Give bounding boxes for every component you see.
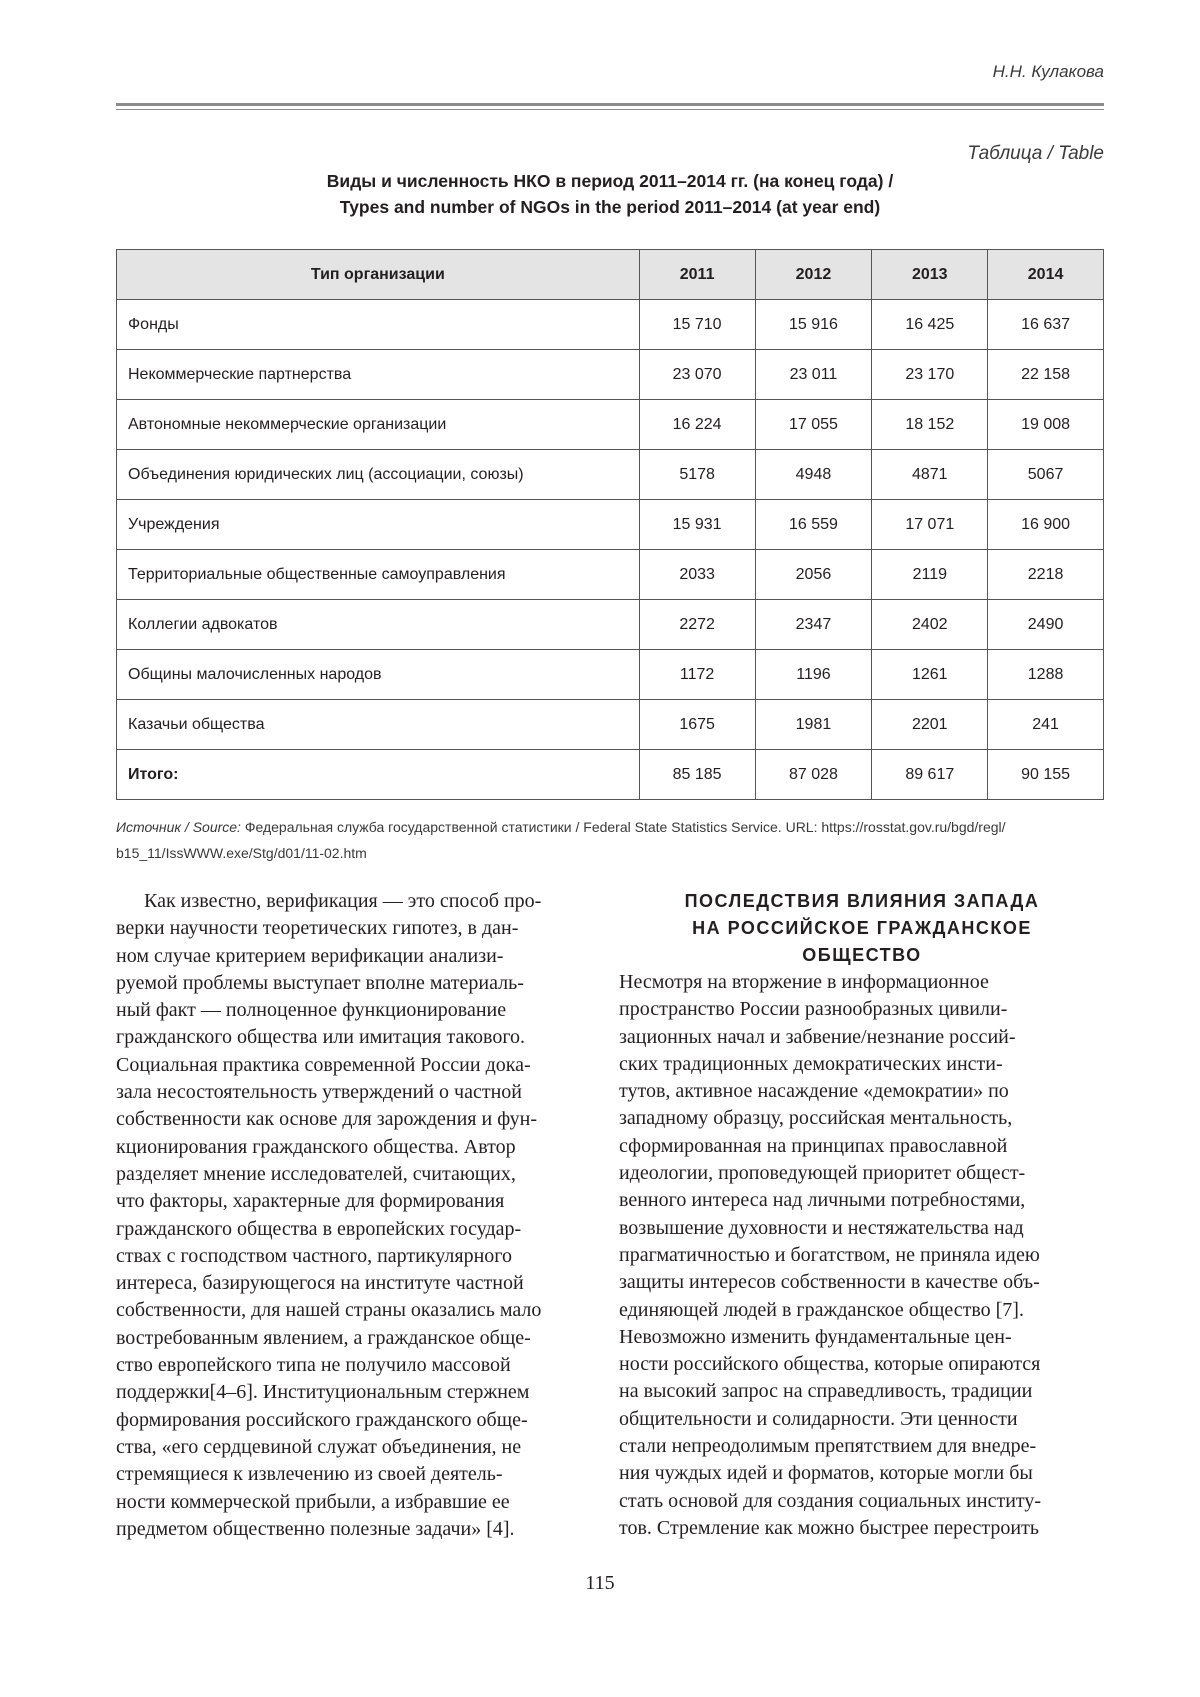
section-heading [619,888,1105,969]
cell-value: 90 155 [988,750,1104,800]
text-line: формирования российского гражданского обще- [116,1408,528,1431]
cell-value: 22 158 [988,350,1104,400]
column-header: 2013 [872,250,988,300]
text-line: стать основой для создания социальных институ- [619,1489,1042,1512]
text-line: ство европейского типа не получило массовой [116,1354,511,1377]
row-label: Фонды [117,300,640,350]
text-line: гражданского общества или имитация такового. [116,1026,526,1049]
table-row [117,650,1104,700]
row-label: Казачьи общества [117,700,640,750]
cell-value: 1172 [639,650,755,700]
header-rule [116,103,1104,106]
cell-value: 23 170 [872,350,988,400]
row-label: Общины малочисленных народов [117,650,640,700]
text-line: разделяет мнение исследователей, считающих, [116,1162,516,1185]
table-row [117,550,1104,600]
text-line: возвышение духовности и нестяжательства над [619,1216,1024,1239]
page-number: 115 [585,1572,615,1594]
text-line: единяющей людей в гражданское общество [7]. [619,1298,1024,1321]
text-line: гражданского общества в европейских государ- [116,1217,522,1240]
text-line: идеологии, проповедующей приоритет общест- [619,1162,1026,1185]
text-line: предметом общественно полезные задачи» [4]. [116,1517,515,1540]
table-total-row [117,750,1104,800]
column-header: 2011 [639,250,755,300]
cell-value: 2119 [872,550,988,600]
right-column-text [619,888,1105,1542]
source-text: Федеральная служба государственной статистики / Federal State Statistics Service. URL: https://rosstat.gov.ru/bgd/regl/ [240,819,1006,835]
text-line: зационных начал и забвение/незнание россий- [619,1025,1016,1048]
text-line: ских традиционных демократических инсти- [619,1052,1003,1075]
cell-value: 2272 [639,600,755,650]
text-line: собственности, для нашей страны оказались мало [116,1299,542,1322]
cell-value: 1196 [755,650,872,700]
cell-value: 16 637 [988,300,1104,350]
cell-value: 4948 [755,450,872,500]
text-line: ния чуждых идей и форматов, которые могли бы [619,1462,1033,1485]
text-line: сформированная на принципах православной [619,1134,1008,1157]
cell-value: 5178 [639,450,755,500]
cell-value: 23 070 [639,350,755,400]
column-header: 2014 [988,250,1104,300]
row-label: Коллегии адвокатов [117,600,640,650]
text-line: западному образцу, российская ментальность, [619,1107,1013,1130]
text-line: руемой проблемы выступает вполне материаль- [116,971,524,994]
text-line: интереса, базирующегося на институте частной [116,1272,524,1295]
row-label: Автономные некоммерческие организации [117,400,640,450]
table-row [117,500,1104,550]
cell-value: 1288 [988,650,1104,700]
table-row [117,400,1104,450]
cell-value: 2490 [988,600,1104,650]
text-line: пространство России разнообразных цивили- [619,998,1008,1021]
text-line: что факторы, характерные для формирования [116,1190,505,1213]
text-line: Социальная практика современной России дока- [116,1053,531,1076]
row-label: Некоммерческие партнерства [117,350,640,400]
text-line: ном случае критерием верификации анализи- [116,944,504,967]
ngo-table [116,249,1104,800]
cell-value: 2033 [639,550,755,600]
source-line [116,814,1104,840]
text-line: на высокий запрос на справедливость, традиции [619,1380,1033,1403]
table-header-row [117,250,1104,300]
cell-value: 2056 [755,550,872,600]
source-label: Источник / Source: [116,819,241,835]
table-source-note [116,814,1104,866]
text-line: ства, «его сердцевиной служат объединения, не [116,1435,522,1458]
running-head-author: Н.Н. Кулакова [992,62,1104,81]
cell-value: 15 710 [639,300,755,350]
table-row [117,700,1104,750]
cell-value: 16 425 [872,300,988,350]
cell-value: 1675 [639,700,755,750]
heading-line: ОБЩЕСТВО [802,945,922,965]
table-row [117,450,1104,500]
text-line: кционирования гражданского общества. Автор [116,1135,516,1158]
cell-value: 5067 [988,450,1104,500]
row-label: Объединения юридических лиц (ассоциации, союзы) [117,450,640,500]
row-label: Учреждения [117,500,640,550]
text-line: востребованным явлением, а гражданское обще- [116,1326,531,1349]
cell-value: 2402 [872,600,988,650]
cell-value: 23 011 [755,350,872,400]
left-column-text [116,888,594,1543]
text-line: Как известно, верификация — это способ про- [144,890,542,912]
cell-value: 18 152 [872,400,988,450]
cell-value: 87 028 [755,750,872,800]
text-line: прагматичностью и богатством, не приняла идею [619,1243,1040,1266]
heading-line: НА РОССИЙСКОЕ ГРАЖДАНСКОЕ [692,918,1032,938]
cell-value: 2201 [872,700,988,750]
cell-value: 15 931 [639,500,755,550]
cell-value: 1981 [755,700,872,750]
cell-value: 85 185 [639,750,755,800]
heading-line: ПОСЛЕДСТВИЯ ВЛИЯНИЯ ЗАПАДА [684,891,1040,911]
table-title [116,168,1104,220]
table-title-ru: Виды и численность НКО в период 2011–2014 гг. (на конец года) / [326,171,894,191]
text-line: ности российского общества, которые опираются [619,1353,1041,1376]
table-row [117,600,1104,650]
text-line: ности коммерческой прибыли, а избравшие ее [116,1490,510,1513]
table-row [117,300,1104,350]
text-line: Несмотря на вторжение в информационное [619,971,989,993]
text-line: ствах с господством частного, партикулярного [116,1244,512,1267]
cell-value: 1261 [872,650,988,700]
text-line: поддержки[4–6]. Институциональным стержнем [116,1381,530,1404]
cell-value: 17 055 [755,400,872,450]
text-line: стали непреодолимым препятствием для внедре- [619,1435,1037,1458]
column-header: Тип организации [117,250,640,300]
cell-value: 19 008 [988,400,1104,450]
table-row [117,350,1104,400]
cell-value: 2218 [988,550,1104,600]
row-label-total: Итого: [117,750,640,800]
text-line: зала несостоятельность утверждений о частной [116,1081,522,1104]
header-rule-thin [116,109,1104,110]
cell-value: 2347 [755,600,872,650]
text-line: Невозможно изменить фундаментальные цен- [619,1325,1012,1348]
text-line: стремящиеся к извлечению из своей деятель- [116,1463,503,1486]
cell-value: 16 559 [755,500,872,550]
column-header: 2012 [755,250,872,300]
text-line: венного интереса над личными потребностями, [619,1189,1026,1212]
table-title-en: Types and number of NGOs in the period 2011–2014 (at year end) [339,197,881,217]
cell-value: 4871 [872,450,988,500]
cell-value: 15 916 [755,300,872,350]
cell-value: 17 071 [872,500,988,550]
cell-value: 241 [988,700,1104,750]
row-label: Территориальные общественные самоуправления [117,550,640,600]
text-line: верки научности теоретических гипотез, в дан- [116,917,519,940]
cell-value: 16 224 [639,400,755,450]
text-line: общительности и солидарности. Эти ценности [619,1407,1018,1430]
text-line: собственности как основе для зарождения и фун- [116,1108,538,1131]
table-label: Таблица / Table [967,143,1104,164]
source-url-continued: b15_11/IssWWW.exe/Stg/d01/11-02.htm [116,845,367,861]
text-line: защиты интересов собственности в качестве объ- [619,1271,1040,1294]
text-line: тов. Стремление как можно быстрее перестроить [619,1516,1039,1539]
text-line: тутов, активное насаждение «демократии» по [619,1080,1009,1103]
cell-value: 16 900 [988,500,1104,550]
text-line: ный факт — полноценное функционирование [116,999,507,1022]
cell-value: 89 617 [872,750,988,800]
